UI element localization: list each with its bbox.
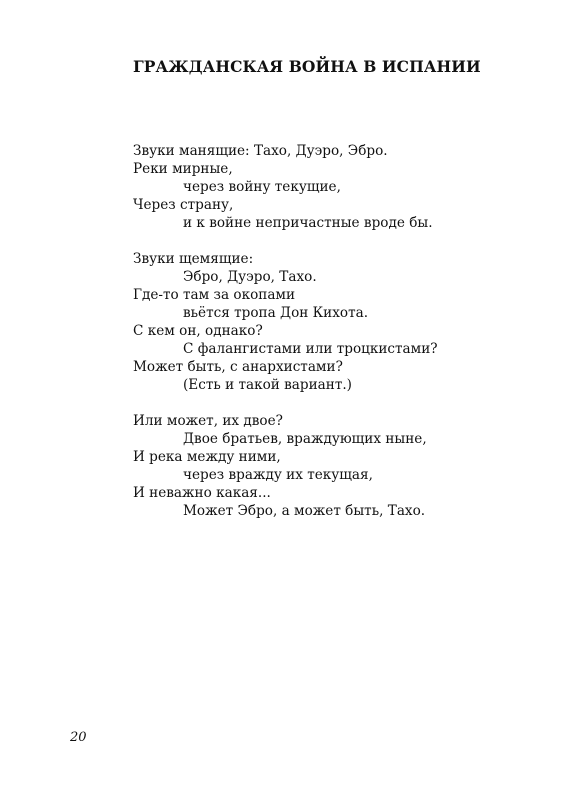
stanza-1 xyxy=(133,142,438,232)
poem-line: И река между ними, xyxy=(133,449,281,465)
poem-line: Звуки манящие: Тахо, Дуэро, Эбро. xyxy=(133,143,388,159)
poem-line-indented: через вражду их текущая, xyxy=(183,467,373,483)
poem-line-indented: вьётся тропа Дон Кихота. xyxy=(183,305,369,321)
poem-body xyxy=(133,142,438,538)
poem-line-indented: Двое братьев, враждующих ныне, xyxy=(183,431,427,447)
poem-line-indented: С фалангистами или троцкистами? xyxy=(183,341,438,357)
poem-line: И неважно какая... xyxy=(133,485,271,501)
poem-line-indented: (Есть и такой вариант.) xyxy=(183,377,352,393)
poem-line: Где-то там за окопами xyxy=(133,287,296,303)
poem-line-indented: Может Эбро, а может быть, Тахо. xyxy=(183,503,426,519)
poem-line-indented: Эбро, Дуэро, Тахо. xyxy=(183,269,317,285)
stanza-3 xyxy=(133,412,438,520)
poem-line-indented: через войну текущие, xyxy=(183,179,341,195)
poem-line: Реки мирные, xyxy=(133,161,233,177)
stanza-2 xyxy=(133,250,438,394)
page-number: 20 xyxy=(70,730,87,745)
poem-line: С кем он, однако? xyxy=(133,323,263,339)
poem-line-indented: и к войне непричастные вроде бы. xyxy=(183,215,433,231)
poem-line: Через страну, xyxy=(133,197,234,213)
poem-line: Или может, их двое? xyxy=(133,413,283,429)
poem-title: ГРАЖДАНСКАЯ ВОЙНА В ИСПАНИИ xyxy=(133,57,481,76)
poem-line: Может быть, с анархистами? xyxy=(133,359,343,375)
poem-line: Звуки щемящие: xyxy=(133,251,254,267)
